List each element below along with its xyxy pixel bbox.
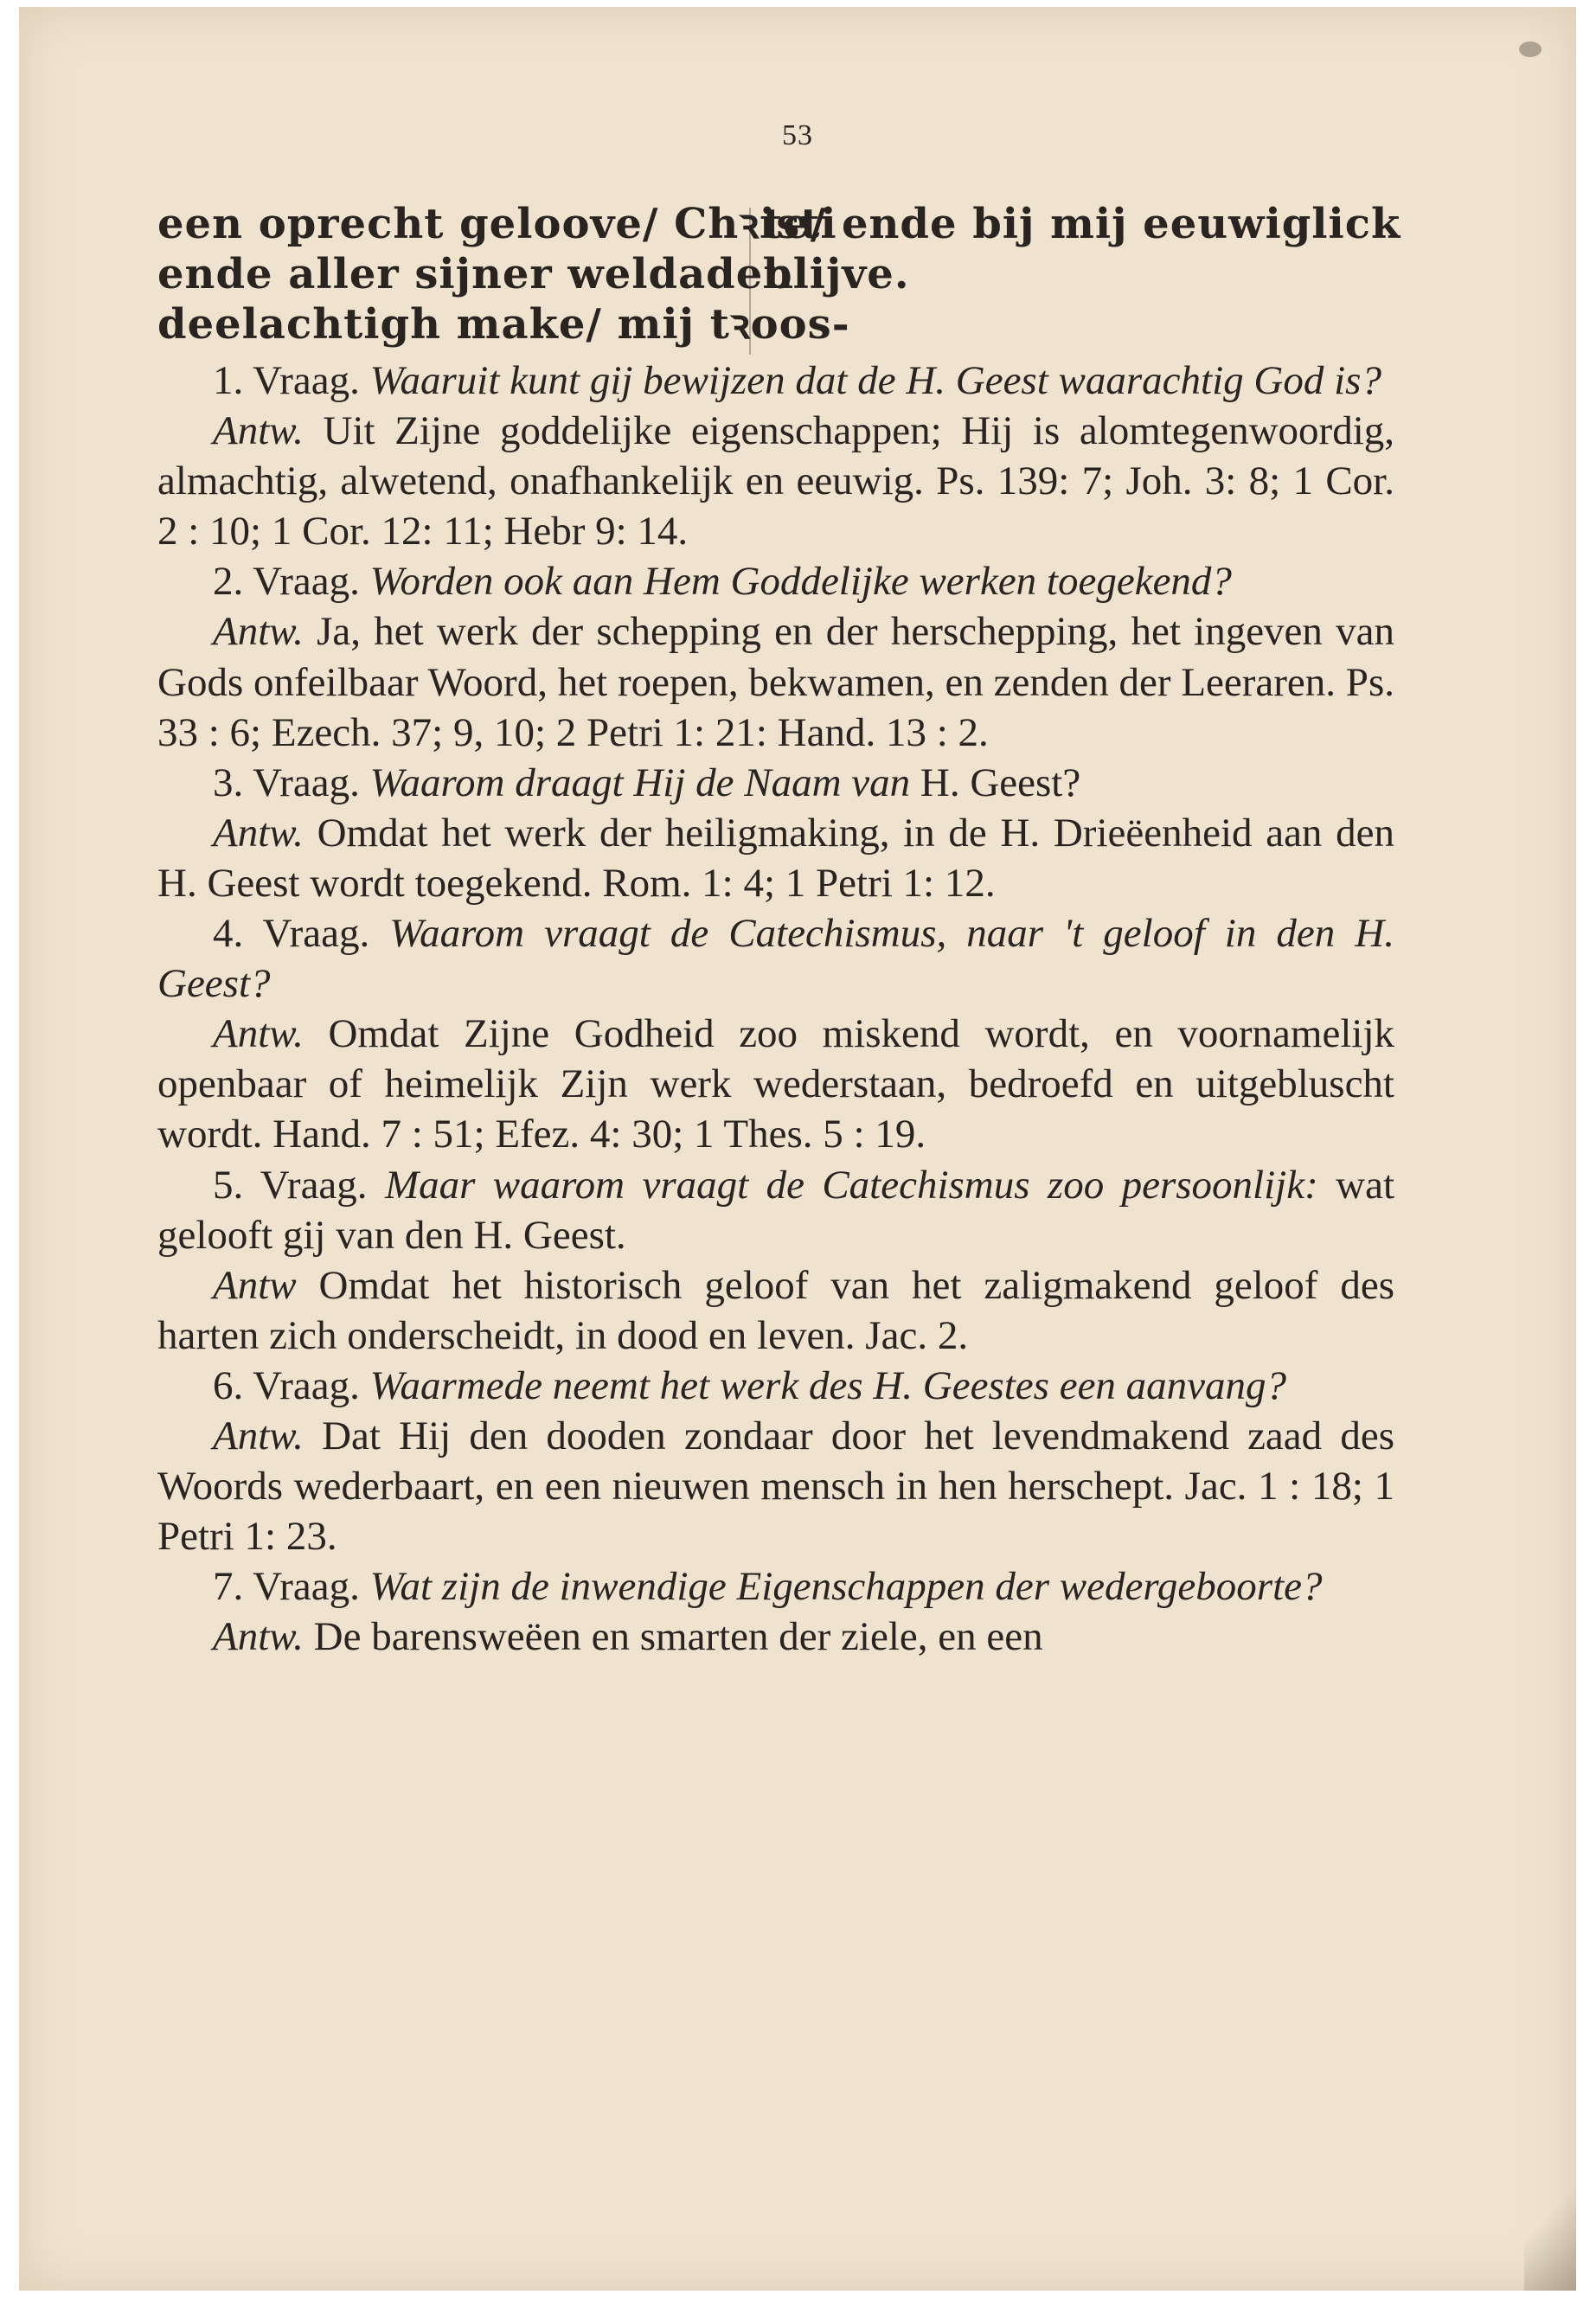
question-paragraph [157, 758, 1394, 808]
answer-paragraph [157, 808, 1394, 908]
answer-paragraph [157, 606, 1394, 757]
answer-text: Ja, het werk der schepping en der herschepping, het ingeven van Gods onfeilbaar Woord, het roepen, bekwamen, en zenden der Leeraren. Ps. 33 : 6; Ezech. 37; 9, 10; 2 Petri 1: 21: Hand. 13 : 2. [157, 609, 1395, 755]
antw-label: Antw. [213, 810, 304, 856]
question-number: 1. [213, 358, 244, 403]
fraktur-line [157, 199, 1403, 249]
question-paragraph [157, 556, 1394, 606]
answer-text: De barensweëen en smarten der ziele, en een [313, 1614, 1043, 1660]
question-paragraph [157, 1361, 1394, 1411]
vraag-label: Vraag. [253, 760, 360, 805]
question-paragraph [157, 356, 1394, 406]
question-paragraph [157, 1160, 1394, 1260]
question-number: 5. [213, 1162, 244, 1208]
antw-label: Antw [213, 1262, 297, 1308]
fraktur-left: een oprecht geloove/ Chꝛisti [157, 200, 837, 248]
answer-text: Uit Zijne goddelijke eigenschappen; Hij is alomtegenwoordig, almachtig, alwetend, onafhankelijk en eeuwig. Ps. 139: 7; Joh. 3: 8; 1 Cor. 2 : 10; 1 Cor. 12: 11; Hebr 9: 14. [157, 408, 1395, 554]
antw-label: Antw. [213, 609, 304, 655]
question-number: 2. [213, 559, 244, 605]
fraktur-line [157, 299, 1403, 349]
vraag-label: Vraag. [253, 559, 360, 605]
fraktur-right: te/ ende bij mij eeuwiglick [763, 200, 1401, 248]
question-number: 7. [213, 1564, 244, 1610]
antw-label: Antw. [213, 408, 304, 454]
fraktur-right: blijve. [763, 250, 910, 298]
catechism-questions [157, 356, 1394, 1662]
vraag-label: Vraag. [253, 1362, 360, 1408]
question-paragraph [157, 1561, 1394, 1612]
answer-paragraph [157, 406, 1394, 556]
answer-text: Omdat het werk der heiligmaking, in de H. Drieëenheid aan den H. Geest wordt toegekend. Rom. 1: 4; 1 Petri 1: 12. [157, 810, 1394, 906]
vraag-label: Vraag. [262, 911, 370, 957]
fraktur-left: ende aller sijner weldaden [157, 250, 795, 298]
answer-paragraph [157, 1612, 1394, 1662]
vraag-label: Vraag. [253, 358, 360, 403]
antw-label: Antw. [213, 1011, 304, 1057]
question-text: Waarmede neemt het werk des H. Geestes een aanvang? [369, 1362, 1287, 1408]
answer-text: Dat Hij den dooden zondaar door het levendmakend zaad des Woords wederbaart, en een nieuwen mensch in hen herschept. Jac. 1 : 18; 1 Petri 1: 23. [157, 1413, 1394, 1560]
question-text: Waaruit kunt gij bewijzen dat de H. Geest waarachtig God is? [369, 358, 1381, 403]
question-number: 6. [213, 1362, 244, 1408]
question-paragraph [157, 908, 1394, 1009]
question-tail: wat gelooft gij van den H. Geest. [157, 1162, 1395, 1258]
question-text: Waarom vraagt de Catechismus, naar 't geloof in den H. Geest? [157, 911, 1395, 1007]
vraag-label: Vraag. [253, 1564, 360, 1610]
vraag-label: Vraag. [260, 1162, 368, 1208]
answer-paragraph [157, 1411, 1394, 1561]
page-number: 53 [782, 119, 813, 151]
question-number: 3. [213, 760, 244, 805]
fraktur-line [157, 249, 1403, 299]
question-text: Worden ook aan Hem Goddelijke werken toegekend? [369, 559, 1232, 605]
antw-label: Antw. [213, 1614, 304, 1660]
answer-text: Omdat Zijne Godheid zoo miskend wordt, en voornamelijk openbaar of heimelijk Zijn werk wederstaan, bedroefd en uitgebluscht wordt. Hand. 7 : 51; Efez. 4: 30; 1 Thes. 5 : 19. [157, 1011, 1395, 1157]
book-page [19, 7, 1576, 2291]
fraktur-left: deelachtigh make/ mij tꝛoos- [157, 300, 850, 349]
fraktur-quote [157, 199, 1403, 349]
antw-label: Antw. [213, 1413, 304, 1458]
answer-paragraph [157, 1009, 1394, 1159]
page-content [19, 7, 1576, 2291]
question-tail: H. Geest? [920, 760, 1081, 805]
question-text: Maar waarom vraagt de Catechismus zoo persoonlijk: [384, 1162, 1318, 1208]
question-number: 4. [213, 911, 244, 957]
question-text: Waarom draagt Hij de Naam van [369, 760, 911, 805]
question-text: Wat zijn de inwendige Eigenschappen der wedergeboorte? [369, 1564, 1323, 1610]
answer-text: Omdat het historisch geloof van het zaligmakend geloof des harten zich onderscheidt, in dood en leven. Jac. 2. [157, 1262, 1395, 1358]
answer-paragraph [157, 1260, 1394, 1361]
